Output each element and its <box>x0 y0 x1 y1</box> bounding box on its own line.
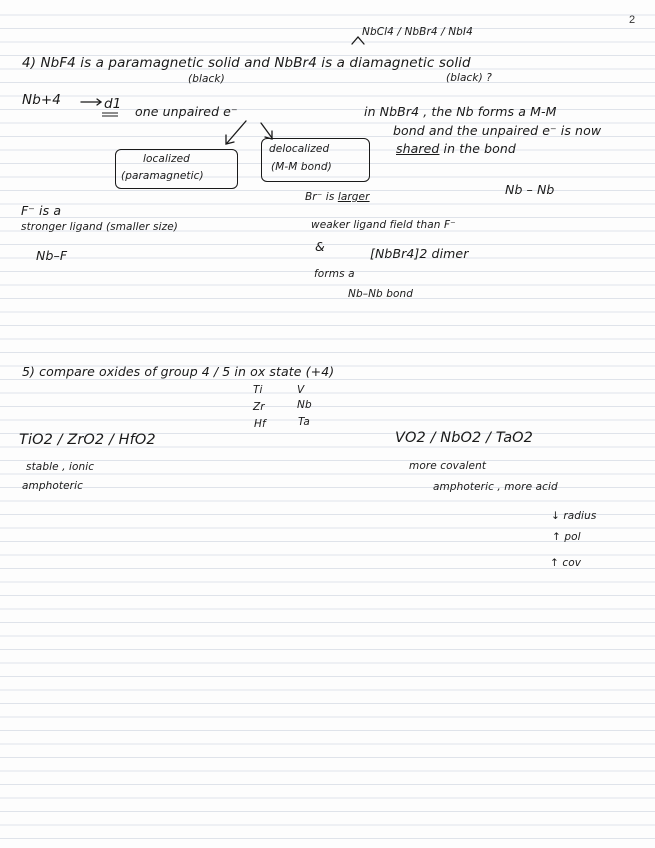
nbbr-explanation-1: in NbBr4 , the Nb forms a M-M <box>364 104 557 119</box>
group-nb: Nb <box>297 399 312 411</box>
group-v: V <box>297 384 305 396</box>
radius-trend: ↓ radius <box>551 510 597 522</box>
forms-a: forms a <box>314 268 355 280</box>
covalency-trend: ↑ cov <box>550 557 582 569</box>
top-note: NbCl4 / NbBr4 / NbI4 <box>362 26 473 38</box>
br-is-text: Br⁻ is <box>305 191 338 203</box>
q4-black-label-2: (black) ? <box>446 72 492 84</box>
group-hf: Hf <box>254 418 266 430</box>
arrow-to-delocalized <box>261 123 272 138</box>
larger-word: larger <box>337 191 370 203</box>
q4-black-label-1: (black) <box>188 73 225 85</box>
one-unpaired-electron: one unpaired e⁻ <box>135 104 238 119</box>
group-ti: Ti <box>253 384 263 396</box>
paramagnetic-label: (paramagnetic) <box>121 170 204 182</box>
group-ta: Ta <box>298 416 310 428</box>
ampersand: & <box>315 239 325 254</box>
localized-label: localized <box>143 153 190 165</box>
group4-oxides: TiO2 / ZrO2 / HfO2 <box>19 432 156 448</box>
stable-ionic: stable , ionic <box>26 461 95 473</box>
nb-f-label: Nb–F <box>36 248 68 263</box>
nb-nb-label: Nb – Nb <box>505 182 555 197</box>
nbbr-dimer: [NbBr4]2 dimer <box>370 246 469 261</box>
caret-mark <box>352 37 364 44</box>
q5-statement: 5) compare oxides of group 4 / 5 in ox state (+4) <box>22 364 335 379</box>
page-number: 2 <box>629 14 636 26</box>
group5-oxides: VO2 / NbO2 / TaO2 <box>395 430 534 446</box>
nbbr-explanation-2: bond and the unpaired e⁻ is now <box>393 123 602 138</box>
amphoteric-left: amphoteric <box>22 480 83 492</box>
f-is-a: F⁻ is a <box>21 203 62 218</box>
nb4-ion: Nb+4 <box>22 92 61 108</box>
d1-double-underline <box>102 113 118 116</box>
group-zr: Zr <box>253 401 265 413</box>
mm-bond-label: (M-M bond) <box>271 161 332 173</box>
delocalized-label: delocalized <box>269 143 330 155</box>
nb-nb-bond: Nb–Nb bond <box>348 288 414 300</box>
polarizability-trend: ↑ pol <box>552 531 581 543</box>
arrow-to-localized <box>227 121 246 143</box>
q4-statement: 4) NbF4 is a paramagnetic solid and NbBr4 is a diamagnetic solid <box>22 55 471 71</box>
more-covalent: more covalent <box>409 460 487 472</box>
amphoteric-right: amphoteric , more acid <box>433 481 558 493</box>
stronger-ligand: stronger ligand (smaller size) <box>21 221 178 233</box>
weaker-ligand: weaker ligand field than F⁻ <box>311 219 456 231</box>
shared-word: shared <box>396 141 440 156</box>
in-the-bond: in the bond <box>439 141 516 156</box>
d1-config: d1 <box>104 96 122 112</box>
